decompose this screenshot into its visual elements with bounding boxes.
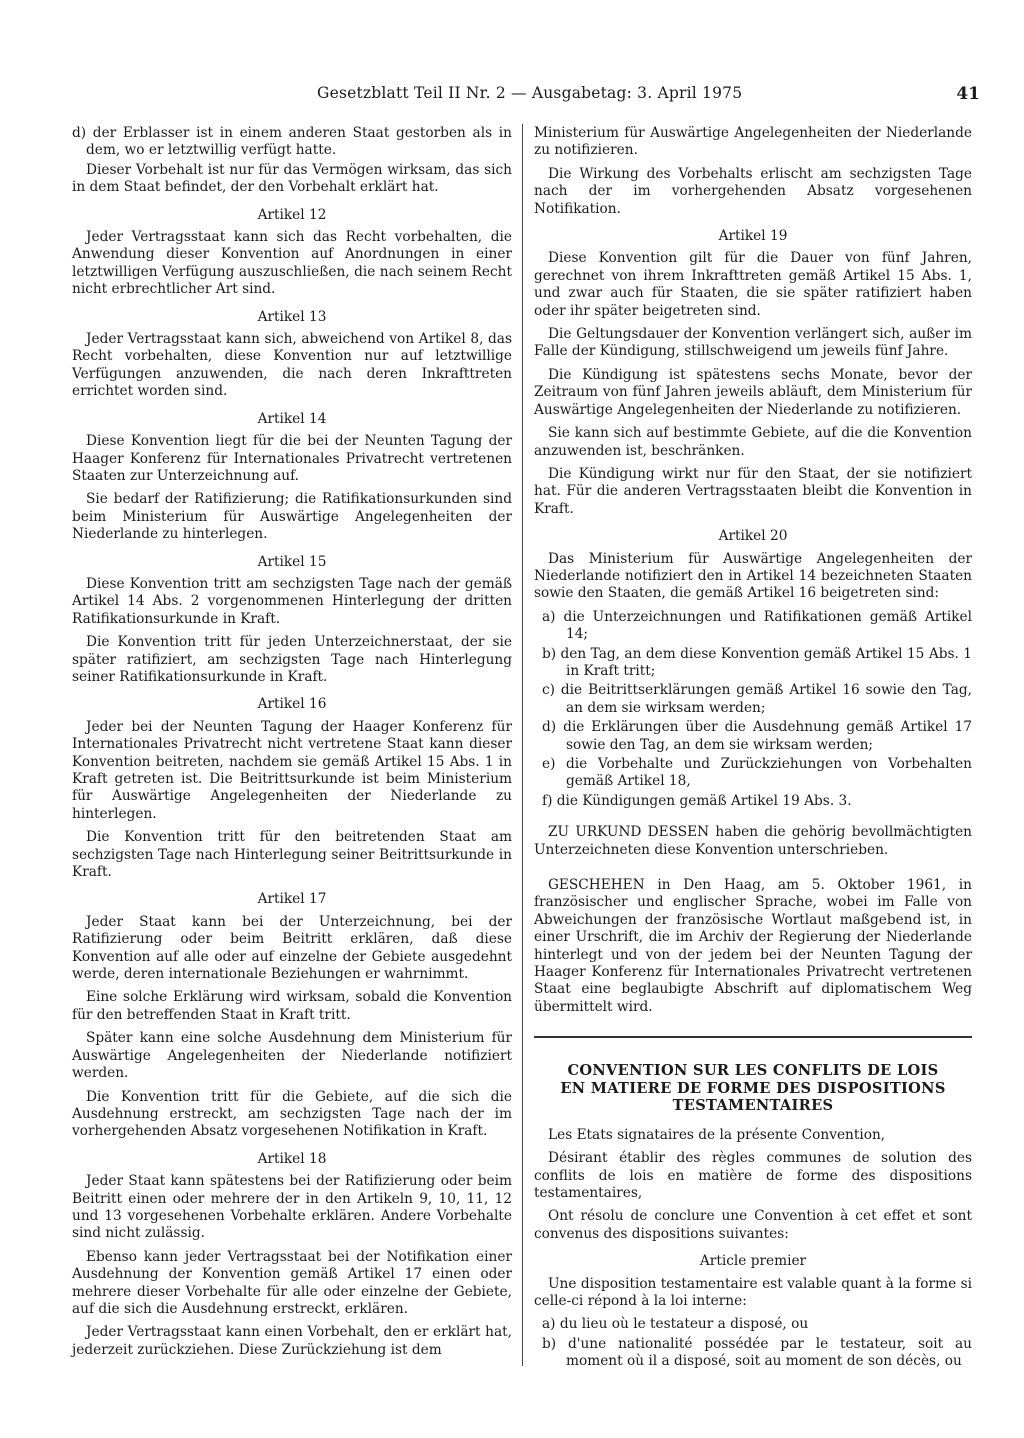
paragraph: Sie bedarf der Ratifizierung; die Ratifikationsurkunden sind beim Ministerium für Auswärtige Angelegenheiten der Niederlande zu hinterlegen. bbox=[72, 491, 512, 543]
article-15-heading: Artikel 15 bbox=[257, 553, 327, 570]
paragraph: Jeder Vertragsstaat kann sich das Recht vorbehalten, die Anwendung dieser Konvention auf Anordnungen in einer letztwilligen Verfügung auszuschließen, die nach seinem Recht nicht erbrechtlicher Art sind. bbox=[72, 229, 512, 298]
paragraph: Die Kündigung ist spätestens sechs Monate, bevor der Zeitraum von fünf Jahren jeweils abläuft, dem Ministerium für Auswärtige Angelegenheiten der Niederlande zu notifizieren. bbox=[534, 366, 972, 418]
paragraph: Die Konvention tritt für den beitretenden Staat am sechzigsten Tage nach Hinterlegung seiner Beitrittsurkunde in Kraft. bbox=[72, 829, 512, 881]
french-convention-title bbox=[534, 1062, 972, 1115]
paragraph: Das Ministerium für Auswärtige Angelegenheiten der Niederlande notifiziert den in Artikel 14 bezeichneten Staaten sowie den Staaten, die gemäß Artikel 16 beigetreten sind: bbox=[534, 550, 972, 602]
paragraph: Jeder Vertragsstaat kann einen Vorbehalt, den er erklärt hat, jederzeit zurückziehen. Diese Zurückziehung ist dem bbox=[72, 1324, 512, 1358]
paragraph: Später kann eine solche Ausdehnung dem Ministerium für Auswärtige Angelegenheiten der Niederlande notifiziert werden. bbox=[72, 1030, 512, 1082]
spacer bbox=[534, 865, 972, 877]
article-16-heading: Artikel 16 bbox=[257, 696, 327, 713]
spacer bbox=[534, 812, 972, 824]
list-item: f) die Kündigungen gemäß Artikel 19 Abs. 3. bbox=[542, 792, 852, 809]
right-column bbox=[534, 125, 972, 1373]
paragraph: Désirant établir des règles communes de solution des conflits de lois en matière de forme des dispositions testamentaires, bbox=[534, 1150, 972, 1201]
paragraph: Die Konvention tritt für die Gebiete, auf die sich die Ausdehnung erstreckt, am sechzigsten Tage nach der im vorhergehenden Absatz vorgesehenen Notifikation in Kraft. bbox=[72, 1088, 512, 1140]
article-19-heading: Artikel 19 bbox=[718, 228, 788, 245]
closing-clause: ZU URKUND DESSEN haben die gehörig bevollmächtigten Unterzeichneten diese Konvention unterschrieben. bbox=[534, 824, 972, 858]
paragraph: Diese Konvention gilt für die Dauer von fünf Jahren, gerechnet von ihrem Inkrafttreten gemäß Artikel 15 Abs. 1, und zwar auch für Staaten, die sie später ratifiziert haben oder ihr später beigetreten sind. bbox=[534, 250, 972, 319]
paragraph: Diese Konvention tritt am sechzigsten Tage nach der gemäß Artikel 14 Abs. 2 vorgenommenen Hinterlegung der dritten Ratifikationsurkunde in Kraft. bbox=[72, 575, 512, 627]
list-item: b) den Tag, an dem diese Konvention gemäß Artikel 15 Abs. 1 in Kraft tritt; bbox=[542, 645, 972, 679]
list-item: e) die Vorbehalte und Zurückziehungen von Vorbehalten gemäß Artikel 18, bbox=[542, 756, 972, 790]
paragraph: Ont résolu de conclure une Convention à cet effet et sont convenus des dispositions suivantes: bbox=[534, 1208, 972, 1242]
article-18-heading: Artikel 18 bbox=[257, 1150, 327, 1167]
article-13-heading: Artikel 13 bbox=[257, 308, 327, 325]
list-item: d) die Erklärungen über die Ausdehnung gemäß Artikel 17 sowie den Tag, an dem sie wirksam werden; bbox=[542, 719, 972, 753]
column-divider bbox=[522, 124, 523, 1366]
list-item: a) du lieu où le testateur a disposé, ou bbox=[542, 1316, 809, 1333]
paragraph: Sie kann sich auf bestimmte Gebiete, auf die die Konvention anzuwenden ist, beschränken. bbox=[534, 425, 972, 459]
article-17-heading: Artikel 17 bbox=[257, 891, 327, 908]
article-20-heading: Artikel 20 bbox=[718, 528, 788, 545]
paragraph: Jeder bei der Neunten Tagung der Haager Konferenz für Internationales Privatrecht nicht vertretene Staat kann dieser Konvention beitreten, nachdem sie gemäß Artikel 15 Abs. 1 in Kraft getreten ist. Die Beitrittsurkunde ist beim Ministerium für Auswärtige Angelegenheiten der Niederlande zu hinterlegen. bbox=[72, 718, 512, 822]
list-item: a) die Unterzeichnungen und Ratifikationen gemäß Artikel 14; bbox=[542, 608, 972, 643]
paragraph: Jeder Staat kann spätestens bei der Ratifizierung oder beim Beitritt einen oder mehrere der in den Artikeln 9, 10, 11, 12 und 13 vorgesehenen Vorbehalte erklären. Andere Vorbehalte sind nicht zulässig. bbox=[72, 1173, 512, 1242]
article-14-heading: Artikel 14 bbox=[257, 410, 327, 427]
paragraph: Les Etats signataires de la présente Convention, bbox=[548, 1126, 886, 1143]
page-header bbox=[72, 84, 980, 110]
left-column bbox=[72, 125, 512, 1365]
reservation-item-d: d) der Erblasser ist in einem anderen Staat gestorben als in dem, wo er letztwillig verfügt hatte. bbox=[72, 125, 512, 159]
paragraph: Jeder Staat kann bei der Unterzeichnung, bei der Ratifizierung oder beim Beitritt erklären, daß diese Konvention auf alle oder auf einzelne der Gebiete ausgedehnt werde, deren internationale Beziehungen er wahrnimmt. bbox=[72, 913, 512, 983]
paragraph: Ebenso kann jeder Vertragsstaat bei der Notifikation einer Ausdehnung der Konvention gemäß Artikel 17 einen oder mehrere dieser Vorbehalte für alle oder einzelne der Gebiete, auf die sich die Ausdehnung erstreckt, erklären. bbox=[72, 1248, 512, 1317]
paragraph: Die Geltungsdauer der Konvention verlängert sich, außer im Falle der Kündigung, stillschweigend um jeweils fünf Jahre. bbox=[534, 326, 972, 360]
paragraph: Dieser Vorbehalt ist nur für das Vermögen wirksam, das sich in dem Staat befindet, der den Vorbehalt erklärt hat. bbox=[72, 161, 512, 196]
paragraph: Die Konvention tritt für jeden Unterzeichnerstaat, der sie später ratifiziert, am sechzigsten Tage nach Hinterlegung seiner Ratifikationsurkunde in Kraft. bbox=[72, 634, 512, 685]
paragraph: Die Kündigung wirkt nur für den Staat, der sie notifiziert hat. Für die anderen Vertragsstaaten bleibt die Konvention in Kraft. bbox=[534, 465, 972, 517]
title-line-3: TESTAMENTAIRES bbox=[672, 1097, 834, 1115]
article-12-heading: Artikel 12 bbox=[257, 206, 327, 223]
paragraph: Diese Konvention liegt für die bei der Neunten Tagung der Haager Konferenz für Internationales Privatrecht vertretenen Staaten zur Unterzeichnung auf. bbox=[72, 433, 512, 484]
paragraph: Die Wirkung des Vorbehalts erlischt am sechzigsten Tage nach der im vorhergehenden Absatz vorgesehenen Notifikation. bbox=[534, 165, 972, 217]
title-line-1: CONVENTION SUR LES CONFLITS DE LOIS bbox=[567, 1062, 939, 1080]
list-item: c) die Beitrittserklärungen gemäß Artikel 16 sowie den Tag, an dem sie wirksam werden; bbox=[542, 682, 972, 716]
paragraph: Jeder Vertragsstaat kann sich, abweichend von Artikel 8, das Recht vorbehalten, diese Konvention nur auf letztwillige Verfügungen anzuwenden, die nach deren Inkrafttreten errichtet worden sind. bbox=[72, 331, 512, 400]
running-title: Gesetzblatt Teil II Nr. 2 — Ausgabetag: 3. April 1975 bbox=[317, 84, 743, 102]
paragraph: Une disposition testamentaire est valable quant à la forme si celle-ci répond à la loi interne: bbox=[534, 1275, 972, 1310]
page-number: 41 bbox=[956, 84, 980, 104]
paragraph: Ministerium für Auswärtige Angelegenheiten der Niederlande zu notifizieren. bbox=[534, 125, 972, 159]
paragraph: Eine solche Erklärung wird wirksam, sobald die Konvention für den betreffenden Staat in Kraft tritt. bbox=[72, 989, 512, 1023]
done-at-clause: GESCHEHEN in Den Haag, am 5. Oktober 1961, in französischer und englischer Sprache, wobei im Falle von Abweichungen der französische Wortlaut maßgebend ist, in einer Urschrift, die im Archiv der Regierung der Niederlande hinterlegt und von der jedem bei der Neunten Tagung der Haager Konferenz für Internationales Privatrecht vertretenen Staat eine beglaubigte Abschrift auf diplomatischem Weg übermittelt wird. bbox=[534, 877, 972, 1015]
section-divider bbox=[534, 1036, 972, 1038]
list-item: b) d'une nationalité possédée par le testateur, soit au moment où il a disposé, soit au moment de son décès, ou bbox=[542, 1335, 972, 1370]
title-line-2: EN MATIERE DE FORME DES DISPOSITIONS bbox=[560, 1079, 946, 1097]
article-premier-heading: Article premier bbox=[699, 1253, 807, 1270]
